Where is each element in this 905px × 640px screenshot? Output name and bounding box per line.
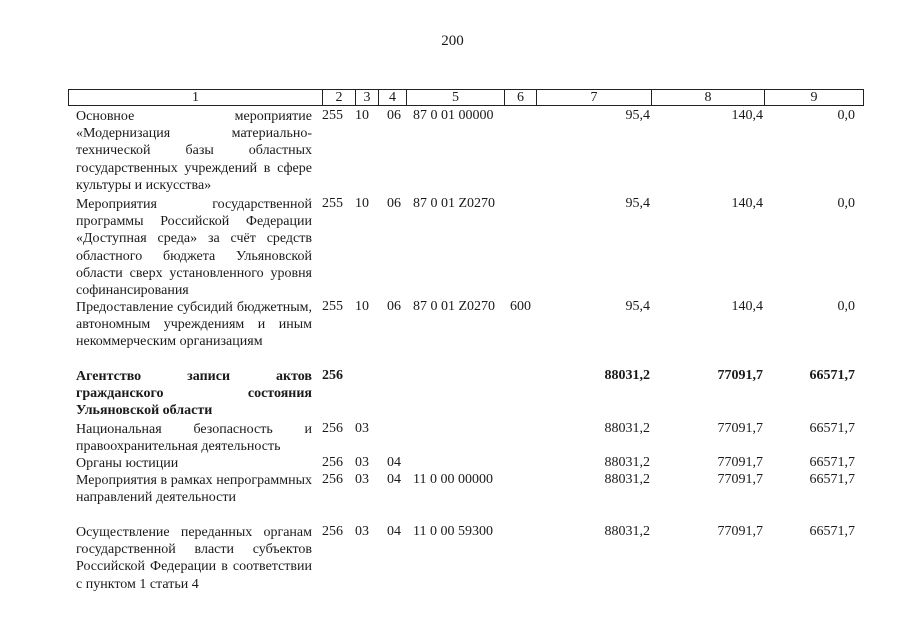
header-col-7: 7	[536, 90, 651, 105]
cell-grbs: 256	[322, 421, 343, 436]
cell-amount-7: 88031,2	[604, 524, 650, 539]
cell-amount-9: 66571,7	[809, 472, 855, 487]
cell-section: 03	[355, 524, 369, 539]
header-col-9: 9	[764, 90, 863, 105]
cell-amount-7: 88031,2	[604, 472, 650, 487]
cell-amount-9: 66571,7	[809, 421, 855, 436]
cell-amount-7: 88031,2	[604, 421, 650, 436]
cell-amount-8: 77091,7	[717, 455, 763, 470]
cell-grbs: 256	[322, 472, 343, 487]
cell-target-article: 87 0 01 00000	[413, 108, 494, 123]
header-col-4: 4	[378, 90, 406, 105]
cell-grbs: 256	[322, 455, 343, 470]
cell-amount-9: 66571,7	[809, 368, 855, 383]
cell-subsection: 04	[387, 524, 401, 539]
page-number: 200	[441, 33, 464, 49]
row-description: Органы юстиции	[76, 456, 179, 471]
cell-grbs: 255	[322, 108, 343, 123]
cell-amount-8: 77091,7	[717, 421, 763, 436]
cell-subsection: 06	[387, 196, 401, 211]
cell-amount-7: 88031,2	[604, 455, 650, 470]
cell-target-article: 87 0 01 Z0270	[413, 196, 496, 211]
cell-grbs: 256	[322, 524, 343, 539]
cell-section: 03	[355, 455, 369, 470]
cell-grbs: 255	[322, 299, 343, 314]
header-col-1: 1	[192, 90, 199, 105]
row-description: Осуществление переданных органам государственной власти субъектов Российской Федерации в соответствии с пунктом 1 статьи 4	[76, 525, 312, 592]
cell-amount-7: 88031,2	[604, 368, 650, 383]
cell-amount-7: 95,4	[625, 196, 650, 211]
row-description: Агентство записи актов гражданского состояния Ульяновской области	[76, 369, 312, 419]
cell-amount-9: 66571,7	[809, 524, 855, 539]
row-description: Основное мероприятие «Модернизация материально-технической базы областных государственных учреждений в сфере культуры и искусства»	[76, 109, 312, 193]
cell-grbs: 256	[322, 368, 343, 383]
row-description: Мероприятия в рамках непрограммных направлений деятельности	[76, 473, 312, 506]
header-col-2: 2	[322, 90, 355, 105]
cell-grbs: 255	[322, 196, 343, 211]
cell-amount-7: 95,4	[625, 108, 650, 123]
cell-amount-7: 95,4	[625, 299, 650, 314]
cell-amount-8: 140,4	[731, 196, 763, 211]
cell-section: 03	[355, 421, 369, 436]
cell-amount-9: 0,0	[837, 299, 855, 314]
cell-amount-8: 77091,7	[717, 472, 763, 487]
cell-target-article: 11 0 00 59300	[413, 524, 493, 539]
header-col-3: 3	[355, 90, 378, 105]
cell-section: 10	[355, 299, 369, 314]
cell-amount-8: 77091,7	[717, 368, 763, 383]
cell-subsection: 06	[387, 108, 401, 123]
cell-subsection: 04	[387, 472, 401, 487]
cell-amount-8: 140,4	[731, 108, 763, 123]
cell-subsection: 06	[387, 299, 401, 314]
row-description: Мероприятия государственной программы Российской Федерации «Доступная среда» за счёт средств областного бюджета Ульяновской области сверх установленного уровня софинансирования	[76, 197, 312, 299]
cell-expense-type: 600	[510, 299, 531, 314]
cell-amount-9: 0,0	[837, 196, 855, 211]
cell-amount-8: 77091,7	[717, 524, 763, 539]
cell-amount-9: 0,0	[837, 108, 855, 123]
table-header	[68, 89, 864, 106]
cell-target-article: 11 0 00 00000	[413, 472, 493, 487]
row-description: Предоставление субсидий бюджетным, автономным учреждениям и иным некоммерческим организациям	[76, 300, 312, 350]
header-col-5: 5	[406, 90, 504, 105]
cell-section: 10	[355, 196, 369, 211]
cell-section: 10	[355, 108, 369, 123]
header-col-6: 6	[504, 90, 536, 105]
cell-amount-9: 66571,7	[809, 455, 855, 470]
cell-amount-8: 140,4	[731, 299, 763, 314]
cell-section: 03	[355, 472, 369, 487]
cell-target-article: 87 0 01 Z0270	[413, 299, 496, 314]
row-description: Национальная безопасность и правоохранительная деятельность	[76, 422, 312, 455]
cell-subsection: 04	[387, 455, 401, 470]
header-col-8: 8	[651, 90, 764, 105]
